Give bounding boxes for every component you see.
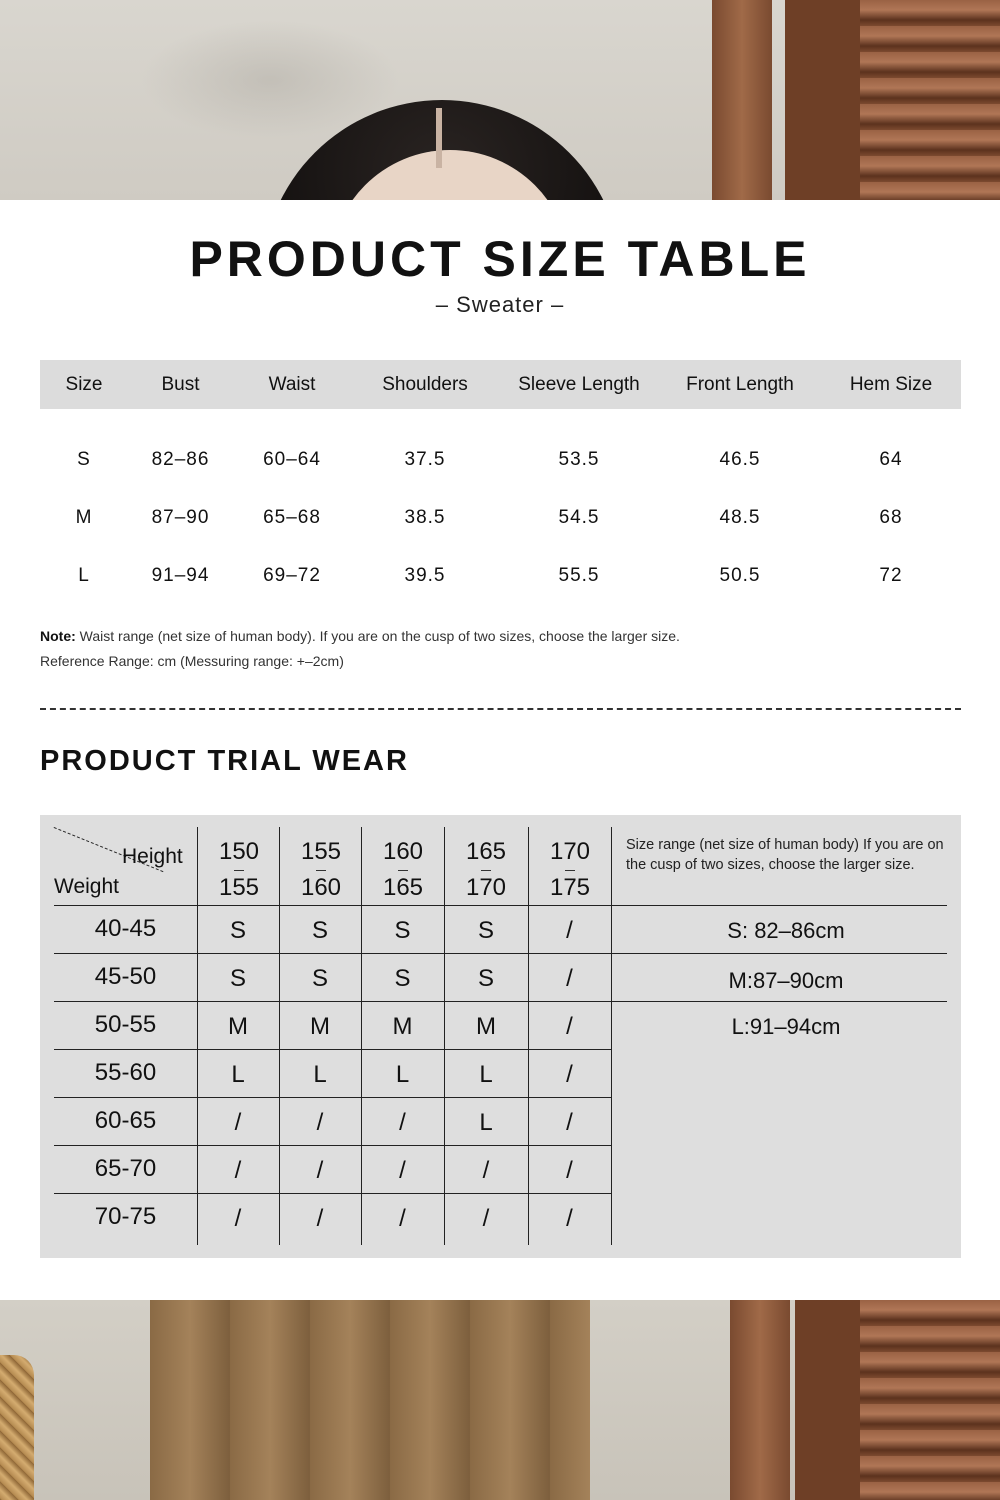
height-separator xyxy=(234,870,244,871)
grid-line xyxy=(361,827,362,1245)
size-table-cell: 37.5 xyxy=(404,449,446,470)
size-table-cell: 72 xyxy=(879,565,903,586)
height-to: 165 xyxy=(382,874,424,901)
size-table-cell: 39.5 xyxy=(404,565,446,586)
grid-line xyxy=(444,827,445,1245)
height-to: 170 xyxy=(465,874,507,901)
height-from: 150 xyxy=(218,838,260,865)
size-chart-card xyxy=(0,200,1000,1300)
trial-size-cell: / xyxy=(482,1205,490,1232)
trial-size-cell: L xyxy=(479,1061,493,1088)
size-table-row xyxy=(40,489,961,547)
grid-line xyxy=(279,827,280,1245)
trial-size-cell: M xyxy=(392,1013,413,1040)
size-table-row xyxy=(40,547,961,605)
size-table-cell: 69–72 xyxy=(263,565,321,586)
wooden-shutter xyxy=(860,0,1000,200)
size-table-cell: M xyxy=(75,507,93,528)
trial-size-cell: S xyxy=(311,965,328,992)
trial-side-note: Size range (net size of human body) If you are on the cusp of two sizes, choose the larger size. xyxy=(626,837,944,873)
size-table-cell: L xyxy=(78,565,90,586)
trial-size-cell: / xyxy=(482,1157,490,1184)
trial-size-cell: / xyxy=(316,1205,324,1232)
height-from: 160 xyxy=(382,838,424,865)
size-table-title: PRODUCT SIZE TABLE xyxy=(189,231,811,287)
size-table-cell: 91–94 xyxy=(151,565,210,586)
height-from: 170 xyxy=(549,838,591,865)
trial-size-cell: S xyxy=(394,965,411,992)
trial-wear-table xyxy=(40,815,961,1258)
corner-height-label: Height xyxy=(122,845,183,868)
trial-size-cell: / xyxy=(316,1157,324,1184)
height-to: 175 xyxy=(549,874,591,901)
size-table-cell: 53.5 xyxy=(558,449,600,470)
wooden-shutter xyxy=(860,1300,1000,1500)
weight-label: 45-50 xyxy=(94,963,157,990)
trial-size-cell: M xyxy=(476,1013,496,1040)
trial-size-cell: L xyxy=(231,1061,245,1088)
note-label: Note: xyxy=(40,628,76,644)
size-table-column-header: Hem Size xyxy=(821,360,961,409)
reference-range: Reference Range: cm (Messuring range: +–2cm) xyxy=(40,653,344,669)
grid-line xyxy=(54,953,947,954)
size-table-cell: 87–90 xyxy=(151,507,210,528)
size-table-column-header: Shoulders xyxy=(351,360,499,409)
size-table-row xyxy=(40,409,961,489)
trial-size-cell: S xyxy=(229,965,246,992)
grid-line xyxy=(197,827,198,1245)
trial-size-cell: / xyxy=(234,1157,242,1184)
trial-size-cell: / xyxy=(234,1109,242,1136)
trial-size-cell: M xyxy=(228,1013,248,1040)
wicker-basket xyxy=(0,1355,34,1500)
size-table-cell: 38.5 xyxy=(404,507,446,528)
size-table-header-row xyxy=(40,360,961,409)
height-column-header xyxy=(445,833,527,906)
height-separator xyxy=(481,870,491,871)
size-table-column-header: Bust xyxy=(128,360,233,409)
trial-size-cell: / xyxy=(566,1109,573,1136)
trial-size-cell: L xyxy=(313,1061,327,1088)
height-separator xyxy=(565,870,575,871)
size-table-cell: S xyxy=(77,449,91,470)
trial-size-cell: / xyxy=(566,1061,573,1088)
size-table-cell: 46.5 xyxy=(719,449,761,470)
height-column-header xyxy=(198,833,280,906)
size-table-column-header: Size xyxy=(40,360,128,409)
size-table-cell: 68 xyxy=(879,507,903,528)
size-table-cell: 64 xyxy=(879,449,903,470)
height-column-header xyxy=(280,833,362,906)
section-divider xyxy=(40,708,961,710)
trial-size-cell: S xyxy=(394,917,411,944)
weight-label: 50-55 xyxy=(94,1011,157,1038)
size-table-column-header: Sleeve Length xyxy=(499,360,659,409)
size-range-label: L:91–94cm xyxy=(731,1014,841,1039)
height-from: 155 xyxy=(300,838,342,865)
size-table-subtitle: – Sweater – xyxy=(435,292,565,317)
height-separator xyxy=(316,870,326,871)
model-photo-bottom xyxy=(0,1300,1000,1500)
grid-line xyxy=(528,827,529,1245)
size-table-cell: 50.5 xyxy=(719,565,761,586)
grid-line xyxy=(54,905,947,906)
weight-label: 65-70 xyxy=(94,1155,157,1182)
trial-size-cell: S xyxy=(477,965,494,992)
note-text: Waist range (net size of human body). If you are on the cusp of two sizes, choose the larger size. xyxy=(75,628,680,644)
weight-label: 55-60 xyxy=(94,1059,157,1086)
trial-size-cell: S xyxy=(477,917,494,944)
size-table-cell: 54.5 xyxy=(558,507,600,528)
trial-size-cell: / xyxy=(566,1013,573,1040)
size-note xyxy=(40,624,680,674)
trial-wear-title: PRODUCT TRIAL WEAR xyxy=(40,745,409,777)
height-column-header xyxy=(362,833,444,906)
size-range-label: S: 82–86cm xyxy=(727,918,845,943)
grid-line xyxy=(54,1001,947,1002)
height-separator xyxy=(398,870,408,871)
corner-weight-label: Weight xyxy=(54,875,119,898)
height-to: 155 xyxy=(218,874,260,901)
brown-skirt xyxy=(150,1300,590,1500)
size-table-cell: 60–64 xyxy=(263,449,321,470)
size-table-column-header: Waist xyxy=(233,360,351,409)
size-table-cell: 65–68 xyxy=(263,507,321,528)
trial-size-cell: / xyxy=(316,1109,324,1136)
trial-size-cell: L xyxy=(479,1109,493,1136)
trial-size-cell: / xyxy=(234,1205,242,1232)
trial-size-cell: / xyxy=(399,1205,406,1232)
weight-label: 40-45 xyxy=(94,915,157,942)
height-to: 160 xyxy=(300,874,342,901)
trial-size-cell: / xyxy=(566,965,573,992)
trial-size-cell: S xyxy=(229,917,246,944)
trial-size-cell: S xyxy=(311,917,328,944)
height-column-header xyxy=(529,833,611,906)
size-table-cell: 48.5 xyxy=(719,507,761,528)
weight-label: 70-75 xyxy=(94,1203,157,1230)
size-table-column-header: Front Length xyxy=(659,360,821,409)
size-table-cell: 82–86 xyxy=(151,449,210,470)
trial-size-cell: / xyxy=(566,1157,573,1184)
trial-size-cell: / xyxy=(566,1205,573,1232)
trial-size-cell: M xyxy=(310,1013,330,1040)
trial-size-cell: / xyxy=(399,1157,406,1184)
model-photo-top xyxy=(0,0,1000,200)
wooden-door-frame xyxy=(712,0,772,200)
trial-size-cell: / xyxy=(566,917,573,944)
weight-label: 60-65 xyxy=(94,1107,157,1134)
size-table xyxy=(40,360,961,605)
trial-size-cell: / xyxy=(399,1109,406,1136)
height-from: 165 xyxy=(465,838,507,865)
size-range-label: M:87–90cm xyxy=(728,968,844,993)
size-table-cell: 55.5 xyxy=(558,565,600,586)
trial-size-cell: L xyxy=(395,1061,410,1088)
